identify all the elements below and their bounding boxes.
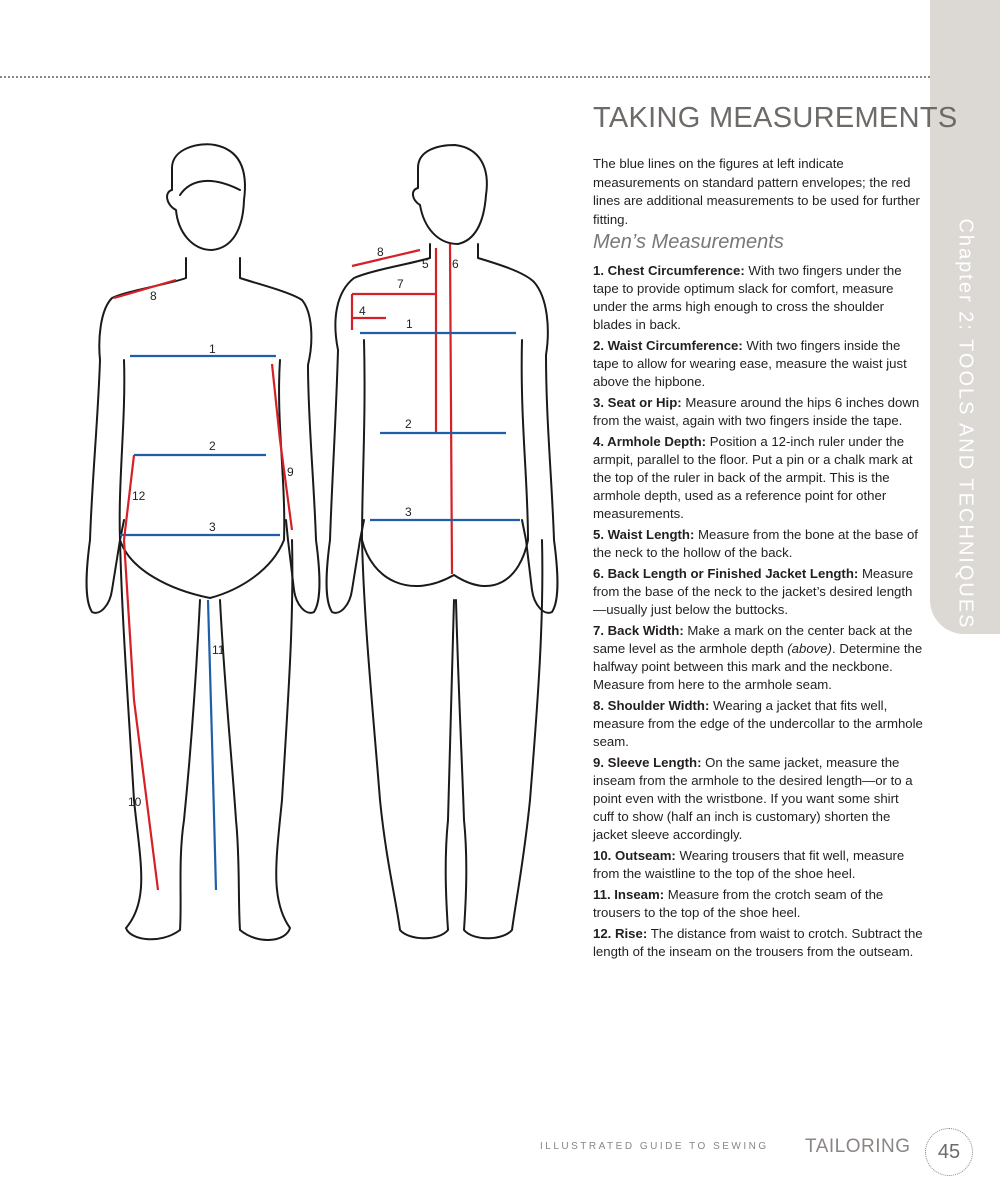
- item-term: 6. Back Length or Finished Jacket Length:: [593, 566, 859, 581]
- front-label-3: 3: [209, 520, 216, 534]
- header-dotted-rule: [0, 76, 930, 78]
- item-text: Measure from the base of the neck to the jacket’s desired length—usually just below the buttocks.: [593, 566, 914, 617]
- item-term: 3. Seat or Hip:: [593, 395, 682, 410]
- back-jacket-length-line: [450, 244, 452, 574]
- list-item: [593, 262, 923, 334]
- front-label-2: 2: [209, 439, 216, 453]
- measurement-figures-illustration: [80, 140, 560, 980]
- back-label-3: 3: [405, 505, 412, 519]
- front-label-11: 11: [212, 643, 225, 657]
- measurement-list: [593, 262, 923, 964]
- item-text: Measure from the bone at the base of the neck to the hollow of the back.: [593, 527, 918, 560]
- chapter-tab-label: Chapter 2: TOOLS AND TECHNIQUES: [954, 218, 977, 630]
- front-shoulder-width-line: [114, 280, 176, 298]
- item-text: Make a mark on the center back at the same level as the armhole depth: [593, 623, 913, 656]
- item-text: Wearing trousers that fit well, measure from the waistline to the top of the shoe heel.: [593, 848, 905, 881]
- item-text: The distance from waist to crotch. Subtract the length of the inseam on the trousers from the outseam.: [593, 926, 923, 959]
- list-item: [593, 565, 923, 619]
- list-item: [593, 622, 923, 694]
- section-subheading: Men’s Measurements: [593, 231, 784, 253]
- front-figure: [87, 144, 320, 940]
- item-text: . Determine the halfway point between this mark and the neckbone. Measure from here to the armhole seam.: [593, 641, 923, 692]
- front-label-10: 10: [128, 795, 142, 809]
- item-term: 5. Waist Length:: [593, 527, 695, 542]
- item-text: Measure around the hips 6 inches down from the waist, again with two fingers inside the tape.: [593, 395, 920, 428]
- item-term: 7. Back Width:: [593, 623, 684, 638]
- list-item: [593, 337, 923, 391]
- item-term: 9. Sleeve Length:: [593, 755, 702, 770]
- item-text: With two fingers inside the tape to allow for wearing ease, measure the waist just above the hipbone.: [593, 338, 907, 389]
- item-text: Position a 12-inch ruler under the armpit, parallel to the floor. Put a pin or a chalk mark at the top of the ruler in back of the armpit. This is the armhole depth, used as a reference point for other measurements.: [593, 434, 913, 521]
- list-item: [593, 754, 923, 844]
- item-term: 8. Shoulder Width:: [593, 698, 710, 713]
- front-label-12: 12: [132, 489, 146, 503]
- item-text: With two fingers under the tape to provide optimum slack for comfort, measure under the arms high enough to cross the shoulder blades in back.: [593, 263, 902, 332]
- back-label-5: 5: [422, 257, 429, 271]
- item-italic-note: (above): [787, 641, 832, 656]
- back-label-2: 2: [405, 417, 412, 431]
- item-term: 1. Chest Circumference:: [593, 263, 745, 278]
- list-item: [593, 886, 923, 922]
- list-item: [593, 847, 923, 883]
- back-label-7: 7: [397, 277, 404, 291]
- front-sleeve-length-line: [272, 364, 292, 530]
- item-text: Measure from the crotch seam of the trousers to the top of the shoe heel.: [593, 887, 884, 920]
- item-term: 11. Inseam:: [593, 887, 665, 902]
- front-label-8: 8: [150, 289, 157, 303]
- back-label-6: 6: [452, 257, 459, 271]
- list-item: [593, 925, 923, 961]
- item-term: 12. Rise:: [593, 926, 648, 941]
- item-term: 2. Waist Circumference:: [593, 338, 743, 353]
- list-item: [593, 394, 923, 430]
- list-item: [593, 526, 923, 562]
- back-label-1: 1: [406, 317, 413, 331]
- back-label-8: 8: [377, 245, 384, 259]
- item-text: Wearing a jacket that fits well, measure from the edge of the undercollar to the armhole seam.: [593, 698, 923, 749]
- intro-paragraph: The blue lines on the figures at left indicate measurements on standard pattern envelopes; the red lines are additional measurements to be used for further fitting.: [593, 156, 920, 227]
- list-item: [593, 697, 923, 751]
- item-text: On the same jacket, measure the inseam from the armhole to the desired length—or to a point even with the wristbone. If you want some shirt cuff to show (half an inch is customary) shorten the jacket sleeve accordingly.: [593, 755, 913, 842]
- footer-book-title: TAILORING: [805, 1136, 911, 1157]
- page-number: 45: [925, 1128, 973, 1176]
- front-label-9: 9: [287, 465, 294, 479]
- page-title: TAKING MEASUREMENTS: [593, 102, 958, 134]
- item-term: 10. Outseam:: [593, 848, 676, 863]
- list-item: [593, 433, 923, 523]
- back-label-4: 4: [359, 304, 366, 318]
- item-term: 4. Armhole Depth:: [593, 434, 707, 449]
- front-label-1: 1: [209, 342, 216, 356]
- footer-series: ILLUSTRATED GUIDE TO SEWING: [540, 1141, 769, 1152]
